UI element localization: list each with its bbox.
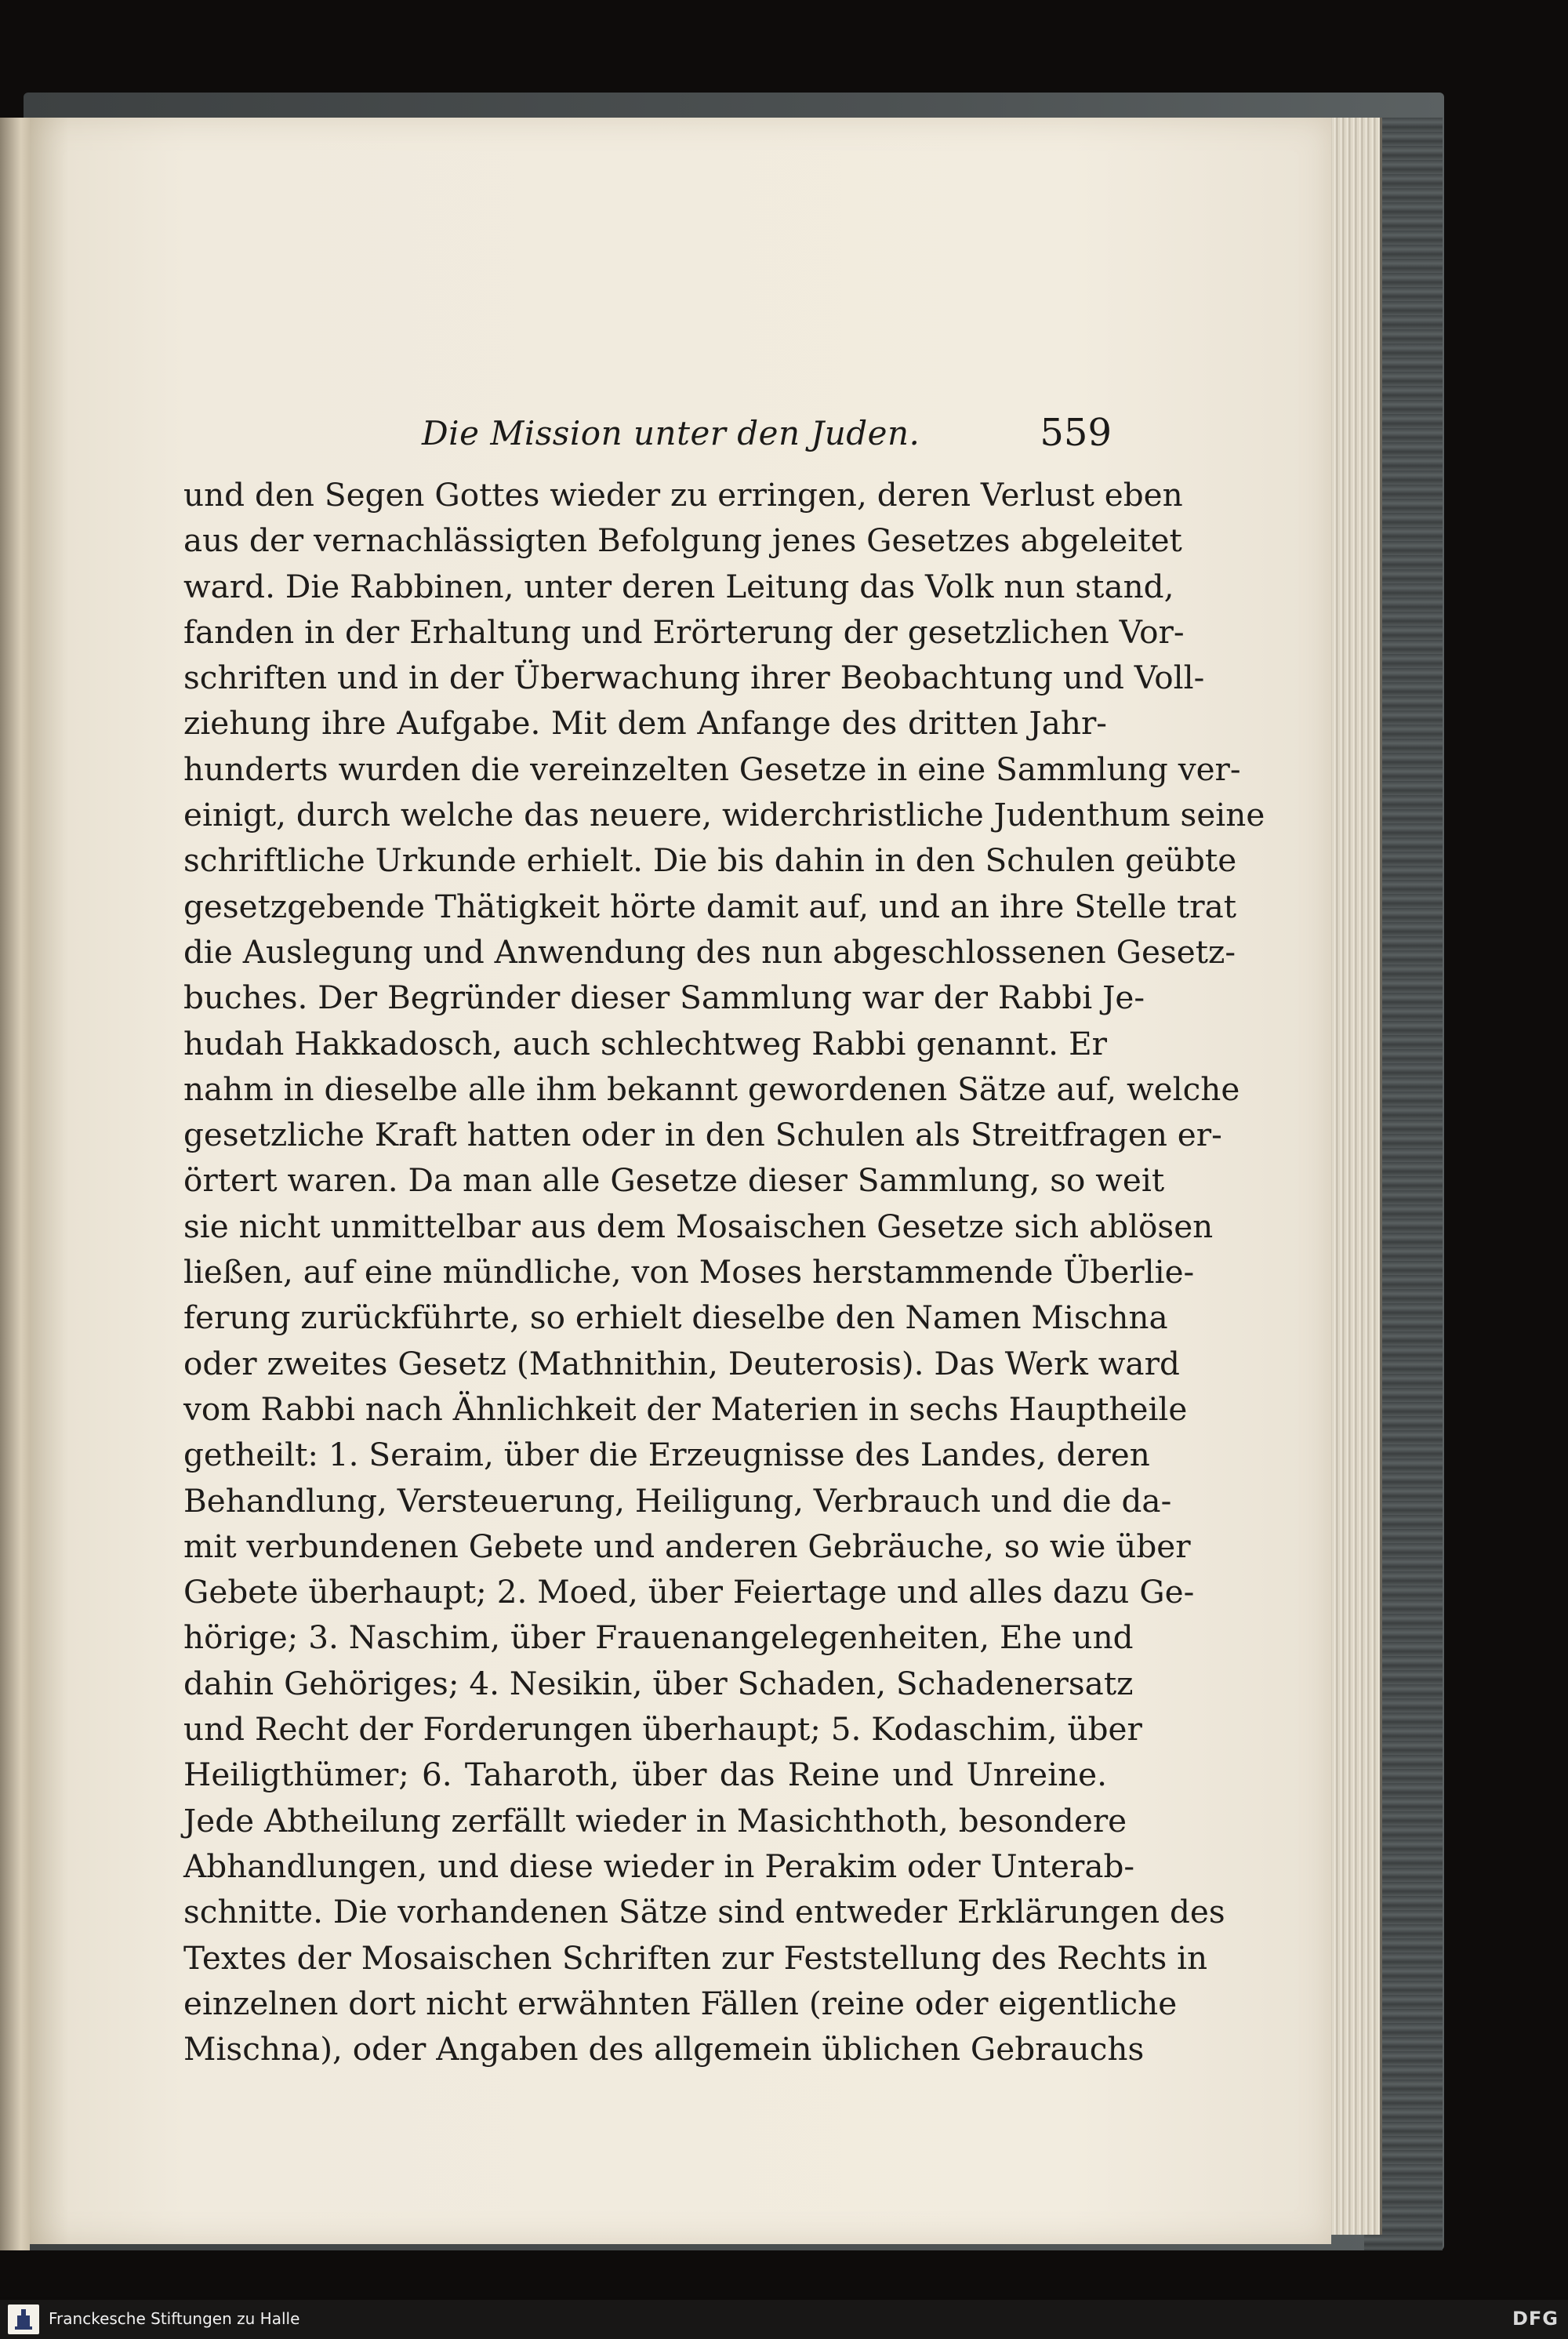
text-line: örtert waren. Da man alle Gesetze dieser Sammlung, so weit: [183, 1161, 1165, 1200]
page-number: 559: [1040, 411, 1112, 455]
text-line: Mischna), oder Angaben des allgemein üblichen Gebrauchs: [183, 2030, 1145, 2068]
text-line: sie nicht unmittelbar aus dem Mosaischen Gesetze sich ablösen: [183, 1207, 1214, 1245]
text-line: gesetzgebende Thätigkeit hörte damit auf, und an ihre Stelle trat: [183, 887, 1237, 925]
text-line: und den Segen Gottes wieder zu erringen, deren Verlust eben: [183, 476, 1183, 514]
text-line: Textes der Mosaischen Schriften zur Feststellung des Rechts in: [183, 1938, 1208, 1977]
text-line: vom Rabbi nach Ähnlichkeit der Materien in sechs Hauptheile: [183, 1389, 1188, 1428]
text-line: ziehung ihre Aufgabe. Mit dem Anfange des dritten Jahr-: [183, 704, 1107, 743]
text-line: fanden in der Erhaltung und Erörterung der gesetzlichen Vor-: [183, 612, 1185, 651]
text-line: getheilt: 1. Seraim, über die Erzeugnisse des Landes, deren: [183, 1436, 1150, 1474]
text-line: und Recht der Forderungen überhaupt; 5. Kodaschim, über: [183, 1710, 1142, 1749]
facing-page-edge: [0, 118, 30, 2250]
text-line: hunderts wurden die vereinzelten Gesetze in eine Sammlung ver-: [183, 750, 1241, 788]
dfg-badge: DFG: [1512, 2308, 1559, 2330]
text-line: einzelnen dort nicht erwähnten Fällen (reine oder eigentliche: [183, 1984, 1178, 2022]
text-line: oder zweites Gesetz (Mathnithin, Deuterosis). Das Werk ward: [183, 1344, 1180, 1382]
page-header: [422, 411, 1112, 461]
text-line: gesetzliche Kraft hatten oder in den Schulen als Streitfragen er-: [183, 1116, 1222, 1154]
text-line: schnitte. Die vorhandenen Sätze sind entweder Erklärungen des: [183, 1893, 1225, 1931]
text-line: buches. Der Begründer dieser Sammlung war der Rabbi Je-: [183, 979, 1145, 1017]
text-line: nahm in dieselbe alle ihm bekannt gewordenen Sätze auf, welche: [183, 1070, 1240, 1108]
text-line: schriftliche Urkunde erhielt. Die bis dahin in den Schulen geübte: [183, 841, 1237, 880]
text-line: ferung zurückführte, so erhielt dieselbe den Namen Mischna: [183, 1298, 1168, 1337]
text-line: ließen, auf eine mündliche, von Moses herstammende Überlie-: [183, 1253, 1195, 1291]
text-line: mit verbundenen Gebete und anderen Gebräuche, so wie über: [183, 1527, 1191, 1565]
running-title: Die Mission unter den Juden.: [422, 414, 920, 452]
body-text: [183, 472, 1265, 2072]
institution-name: Franckesche Stiftungen zu Halle: [49, 2309, 300, 2328]
text-line: dahin Gehöriges; 4. Nesikin, über Schaden, Schadenersatz: [183, 1664, 1134, 1702]
text-line: hudah Hakkadosch, auch schlechtweg Rabbi genannt. Er: [183, 1024, 1107, 1062]
book-page: [30, 118, 1331, 2244]
institution-logo-icon: [8, 2304, 39, 2334]
text-line: Abhandlungen, und diese wieder in Perakim oder Unterab-: [183, 1847, 1135, 1885]
footer-bar: [0, 2300, 1568, 2339]
text-line: Jede Abtheilung zerfällt wieder in Masichthoth, besondere: [183, 1801, 1127, 1840]
text-line: Heiligthümer; 6. Taharoth, über das Reine und Unreine.: [183, 1756, 1107, 1794]
text-line: hörige; 3. Naschim, über Frauenangelegenheiten, Ehe und: [183, 1618, 1134, 1657]
text-line: Gebete überhaupt; 2. Moed, über Feiertage und alles dazu Ge-: [183, 1573, 1195, 1611]
text-line: ward. Die Rabbinen, unter deren Leitung das Volk nun stand,: [183, 567, 1174, 605]
text-line: schriften und in der Überwachung ihrer Beobachtung und Voll-: [183, 659, 1205, 697]
text-line: einigt, durch welche das neuere, widerchristliche Judenthum seine: [183, 796, 1265, 834]
text-line: aus der vernachlässigten Befolgung jenes Gesetzes abgeleitet: [183, 521, 1182, 560]
text-line: Behandlung, Versteuerung, Heiligung, Verbrauch und die da-: [183, 1481, 1172, 1520]
text-line: die Auslegung und Anwendung des nun abgeschlossenen Gesetz-: [183, 932, 1236, 971]
